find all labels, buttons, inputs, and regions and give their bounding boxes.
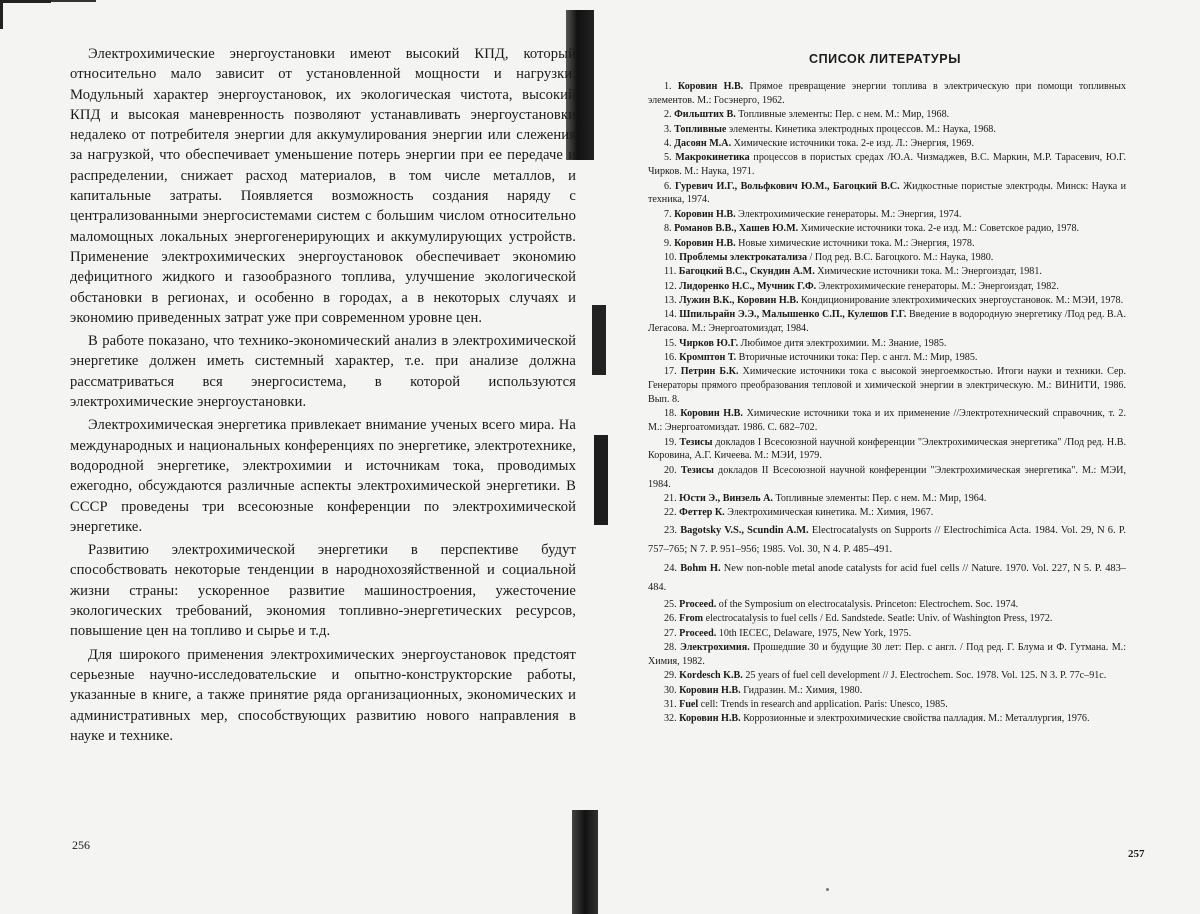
reference-number: 31.: [664, 699, 677, 711]
reference-item: [648, 627, 1126, 641]
reference-author: Кромптон Т.: [679, 352, 737, 364]
reference-item: [648, 407, 1126, 435]
reference-text: Электрохимические генераторы. М.: Энергоиздат, 1982.: [816, 280, 1059, 292]
reference-item: [648, 559, 1126, 597]
reference-author: Тезисы: [680, 464, 714, 476]
reference-number: 9.: [664, 237, 672, 249]
reference-number: 5.: [664, 152, 672, 164]
reference-item: [648, 280, 1126, 294]
reference-text: элементы. Кинетика электродных процессов. М.: Наука, 1968.: [726, 123, 996, 135]
reference-author: Романов В.В., Хашев Ю.М.: [674, 223, 799, 235]
reference-item: [648, 151, 1126, 179]
reference-text: electrocatalysis to fuel cells / Ed. Sandstede. Seatle: Univ. of Washington Press, 1972.: [703, 613, 1053, 625]
reference-number: 6.: [664, 180, 672, 192]
reference-number: 24.: [664, 563, 677, 575]
reference-author: Багоцкий В.С., Скундин А.М.: [678, 266, 815, 278]
reference-author: Петрин Б.К.: [680, 366, 739, 378]
reference-text: Новые химические источники тока. М.: Энергия, 1978.: [735, 237, 975, 249]
reference-number: 8.: [664, 223, 672, 235]
reference-text: Электрохимическая кинетика. М.: Химия, 1967.: [724, 507, 934, 519]
reference-number: 27.: [664, 627, 677, 639]
reference-text: Химические источники тока с высокой энергоемкостью. Итоги науки и техники. Сер. Генераторы прямого преобразования тепловой и химической энергии в электрическую. М.: ВИНИТИ, 1986. Вып. 8.: [648, 366, 1126, 406]
reference-number: 12.: [664, 280, 677, 292]
reference-item: [648, 365, 1126, 406]
reference-item: [648, 712, 1126, 726]
reference-author: Чирков Ю.Г.: [679, 337, 739, 349]
reference-number: 25.: [664, 598, 677, 610]
reference-item: [648, 265, 1126, 279]
reference-text: Жидкостные пористые электроды. Минск: Наука и техника, 1974.: [648, 180, 1127, 206]
reference-author: Лужин В.К., Коровин Н.В.: [679, 295, 799, 307]
reference-text: / Под ред. В.С. Багоцкого. М.: Наука, 1980.: [807, 251, 994, 263]
reference-author: Коровин Н.В.: [674, 208, 736, 220]
reference-text: процессов в пористых средах /Ю.А. Чизмаджев, В.С. Маркин, М.Р. Тарасевич, Ю.Г. Чирков. М.: Наука, 1971.: [648, 152, 1126, 178]
reference-number: 19.: [664, 436, 677, 448]
reference-number: 29.: [664, 670, 677, 682]
reference-text: Прошедшие 30 и будущие 30 лет: Пер. с англ. / Под ред. Г. Блума и Ф. Гутмана. М.: Химия, 1982.: [648, 642, 1126, 667]
reference-item: [648, 684, 1126, 698]
reference-number: 28.: [664, 642, 677, 654]
body-text: [70, 44, 576, 749]
reference-text: Любимое дитя электрохимии. М.: Знание, 1985.: [738, 337, 947, 349]
reference-text: of the Symposium on electrocatalysis. Princeton: Electrochem. Soc. 1974.: [716, 598, 1019, 610]
reference-author: Дасоян М.А.: [674, 137, 732, 149]
reference-author: Коровин Н.В.: [677, 81, 744, 92]
reference-text: cell: Trends in research and application. Paris: Unesco, 1985.: [698, 699, 948, 711]
reference-text: Химические источники тока. 2-е изд. Л.: Энергия, 1969.: [731, 137, 974, 149]
reference-text: Введение в водородную энергетику /Под ред. В.А. Легасова. М.: Энергоатомиздат, 1984.: [648, 309, 1127, 335]
page-number: 257: [1128, 848, 1145, 860]
reference-author: Коровин Н.В.: [679, 684, 741, 696]
reference-item: [648, 506, 1126, 520]
reference-number: 14.: [664, 309, 677, 321]
reference-author: Тезисы: [679, 436, 713, 448]
reference-item: [648, 308, 1126, 336]
reference-author: Fuel: [679, 699, 699, 711]
reference-item: [648, 521, 1126, 559]
reference-author: Лидоренко Н.С., Мучник Г.Ф.: [679, 280, 817, 292]
reference-text: Вторичные источники тока: Пер. с англ. М.: Мир, 1985.: [736, 352, 978, 364]
reference-item: [648, 612, 1126, 626]
paragraph: Для широкого применения электрохимических энергоустановок предстоят серьезные научно-исследовательские и опытно-конструкторские работы, указанные в книге, а также принятие ряда организационных, экономических и административных мер, способствующих развитию нового направления в науке и технике.: [70, 646, 576, 744]
reference-item: [648, 337, 1126, 351]
paragraph: Электрохимическая энергетика привлекает внимание ученых всего мира. На международных и национальных конференциях по энергетике, электротехнике, водородной энергетике, электрохимии и источникам тока, проводимых ежегодно, обсуждаются различные аспекты электрохимической энергетики. В СССР проведены три всесоюзные конференции по электрохимической энергетике.: [70, 417, 576, 535]
reference-item: [648, 123, 1126, 137]
paragraph: Электрохимические энергоустановки имеют высокий КПД, который относительно мало зависит от установленной мощности и нагрузки. Модульный характер энергоустановок, их экологическая чистота, высокий КПД и высокая маневренность позволяют устанавливать энергоустановки недалеко от потребителя энергии для аккумулирования энергии или слежения за нагрузкой, что обеспечивает уменьшение потерь энергии при ее передаче и распределении, снижает расход материалов, в том числе металлов, и капитальные затраты. Появляется возможность создания наряду с централизованными энергосистемами систем с большим числом относительно маломощных локальных энергогенерирующих и аккумулирующих устройств. Применение электрохимических энергоустановок обеспечивает экономию дефицитного жидкого и газообразного топлива, улучшение экологической обстановки в регионах, и особенно в городах, а в некоторых случаях и экономию приведенных затрат уже при современном уровне цен.: [70, 46, 576, 326]
reference-author: Юсти Э., Винзель А.: [679, 492, 773, 504]
reference-text: Гидразин. М.: Химия, 1980.: [740, 684, 863, 696]
paragraph: В работе показано, что технико-экономический анализ в электрохимической энергетике должен иметь системный характер, т.е. при анализе должна рассматриваться вся энергосистема, в которой используются электрохимические энергоустановки.: [70, 333, 576, 411]
reference-author: Макрокинетика: [675, 152, 750, 164]
reference-text: 25 years of fuel cell development // J. Electrochem. Soc. 1978. Vol. 125. N 3. P. 77c–91c.: [742, 670, 1107, 682]
reference-item: [648, 80, 1126, 108]
reference-item: [648, 669, 1126, 683]
reference-author: Гуревич И.Г., Вольфкович Ю.М., Багоцкий В.С.: [674, 180, 900, 192]
reference-author: Проблемы электрокатализа: [679, 251, 808, 263]
reference-text: Прямое превращение энергии топлива в электрическую при помощи топливных элементов. М.: Госэнерго, 1962.: [648, 81, 1127, 106]
reference-number: 3.: [664, 123, 672, 135]
reference-number: 13.: [664, 295, 677, 307]
reference-item: [648, 108, 1126, 122]
reference-number: 10.: [664, 251, 677, 263]
reference-item: [648, 492, 1126, 506]
reference-item: [648, 208, 1126, 222]
reference-text: 10th IECEC, Delaware, 1975, New York, 1975.: [716, 627, 912, 639]
reference-item: [648, 464, 1126, 492]
reference-number: 16.: [664, 352, 677, 364]
reference-text: New non-noble metal anode catalysts for acid fuel cells // Nature. 1970. Vol. 227, N 5. P. 483–484.: [648, 563, 1126, 594]
reference-author: Феттер К.: [679, 507, 725, 519]
reference-text: докладов I Всесоюзной научной конференции "Электрохимическая энергетика" /Под ред. Н.В. Коровина, А.Г. Кичеева. М.: МЭИ, 1979.: [648, 436, 1126, 462]
reference-text: Electrocatalysts on Supports // Electrochimica Acta. 1984. Vol. 29, N 6. P. 757–765; N 7. P. 951–956; 1985. Vol. 30, N 4. P. 485–491.: [648, 524, 1126, 555]
reference-text: Электрохимические генераторы. М.: Энергия, 1974.: [735, 208, 962, 220]
reference-item: [648, 598, 1126, 612]
reference-text: Коррозионные и электрохимические свойства палладия. М.: Металлургия, 1976.: [740, 713, 1090, 725]
reference-item: [648, 294, 1126, 308]
reference-item: [648, 222, 1126, 236]
reference-item: [648, 137, 1126, 151]
reference-number: 2.: [664, 109, 672, 121]
reference-number: 15.: [664, 337, 677, 349]
reference-author: Proceed.: [679, 598, 717, 610]
reference-number: 32.: [664, 713, 677, 725]
reference-author: Bagotsky V.S., Scundin A.M.: [680, 524, 809, 536]
bibliography-title: СПИСОК ЛИТЕРАТУРЫ: [808, 52, 962, 66]
reference-number: 20.: [664, 464, 677, 476]
reference-number: 18.: [664, 408, 677, 420]
reference-text: Химические источники тока и их применение //Электротехнический справочник, т. 2. М.: Энергоатомиздат. 1986. С. 682–702.: [648, 408, 1126, 434]
reference-author: Фильштих В.: [674, 109, 736, 121]
reference-item: [648, 641, 1126, 669]
reference-number: 21.: [664, 492, 677, 504]
reference-number: 26.: [664, 613, 677, 625]
reference-author: Коровин Н.В.: [674, 237, 736, 249]
reference-text: Кондиционирование электрохимических энергоустановок. М.: МЭИ, 1978.: [798, 295, 1124, 307]
reference-author: Шпильрайн Э.Э., Малышенко С.П., Кулешов Г.Г.: [679, 309, 907, 321]
reference-author: Kordesch K.B.: [679, 670, 743, 682]
reference-number: 17.: [664, 366, 677, 378]
reference-item: [648, 698, 1126, 712]
reference-item: [648, 251, 1126, 265]
reference-author: Коровин Н.В.: [679, 713, 741, 725]
reference-number: 22.: [664, 507, 677, 519]
bibliography-list: [648, 80, 1126, 727]
reference-number: 4.: [664, 137, 672, 149]
reference-author: Proceed.: [679, 627, 717, 639]
reference-number: 30.: [664, 684, 677, 696]
reference-author: Топливные: [674, 123, 727, 135]
reference-text: Топливные элементы: Пер. с нем. М.: Мир, 1968.: [735, 109, 950, 121]
reference-item: [648, 237, 1126, 251]
reference-number: 23.: [664, 524, 677, 536]
reference-text: Химические источники тока. М.: Энергоиздат, 1981.: [814, 266, 1042, 278]
reference-number: 7.: [664, 208, 672, 220]
reference-text: докладов II Всесоюзной научной конференции "Электрохимическая энергетика". М.: МЭИ, 1984.: [648, 464, 1126, 490]
reference-item: [648, 180, 1126, 208]
reference-number: 11.: [664, 266, 677, 278]
reference-author: Электрохимия.: [680, 642, 750, 654]
reference-text: Топливные элементы: Пер. с нем. М.: Мир, 1964.: [772, 492, 987, 504]
reference-item: [648, 436, 1126, 464]
page-number: 256: [72, 838, 90, 852]
reference-item: [648, 351, 1126, 365]
reference-author: Bohm H.: [680, 563, 721, 575]
reference-text: Химические источники тока. 2-е изд. М.: Советское радио, 1978.: [798, 223, 1080, 235]
reference-number: 1.: [664, 81, 672, 92]
reference-author: From: [679, 613, 704, 625]
paragraph: Развитию электрохимической энергетики в перспективе будут способствовать некоторые тенденции в народнохозяйственной и социальной жизни страны: ускоренное развитие машиностроения, ужесточение экологических требований, экономия топливно-энергетических ресурсов, повышение цен на топливо и сырье и т.д.: [70, 542, 576, 640]
reference-author: Коровин Н.В.: [680, 408, 743, 420]
